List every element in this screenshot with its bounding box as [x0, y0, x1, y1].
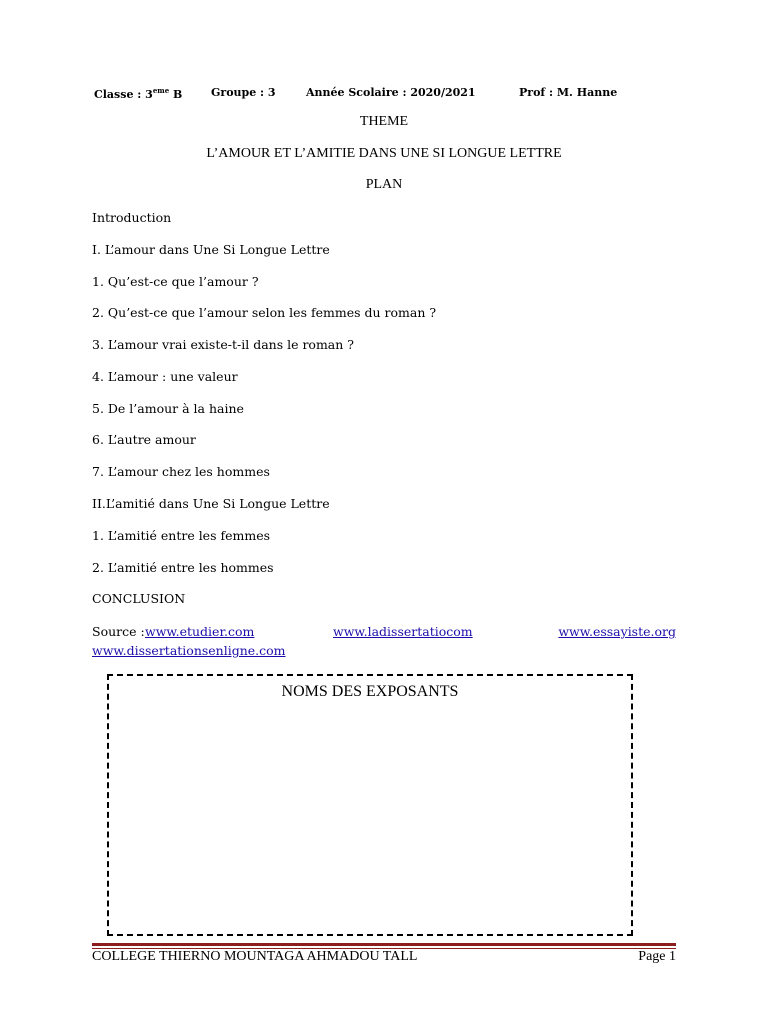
plan-item: 3. L’amour vrai existe-t-il dans le roman ?: [92, 337, 354, 352]
exposants-box: [107, 674, 633, 936]
classe-prefix: Classe : 3: [94, 88, 153, 101]
footer-page-number: Page 1: [638, 949, 676, 964]
plan-item-conclusion: CONCLUSION: [92, 591, 186, 606]
source-line-2: [92, 643, 286, 658]
classe-suffix: B: [169, 88, 183, 101]
exposants-title: NOMS DES EXPOSANTS: [281, 683, 459, 700]
source-label: Source :: [92, 624, 145, 639]
header-info: [94, 86, 674, 102]
footer-rule: [92, 943, 676, 946]
source-link-etudier[interactable]: www.etudier.com: [145, 624, 255, 639]
classe-superscript: eme: [152, 86, 170, 95]
plan-item: 4. L’amour : une valeur: [92, 369, 238, 384]
plan-item: 6. L’autre amour: [92, 432, 196, 447]
plan-label: PLAN: [365, 177, 403, 192]
annee-scolaire-label: Année Scolaire : 2020/2021: [306, 86, 476, 99]
source-link-dissertationsenligne[interactable]: www.dissertationsenligne.com: [92, 643, 286, 658]
groupe-label: Groupe : 3: [211, 86, 276, 99]
plan-item: 5. De l’amour à la haine: [92, 401, 244, 416]
plan-item: 1. Qu’est-ce que l’amour ?: [92, 274, 259, 289]
source-link-essayiste[interactable]: www.essayiste.org: [558, 624, 676, 639]
plan-item-part-1: I. L’amour dans Une Si Longue Lettre: [92, 242, 330, 257]
prof-label: Prof : M. Hanne: [519, 86, 618, 99]
plan-item: 7. L’amour chez les hommes: [92, 464, 270, 479]
classe-label: [94, 86, 182, 101]
plan-item: 2. Qu’est-ce que l’amour selon les femmes du roman ?: [92, 305, 437, 320]
plan-item-introduction: Introduction: [92, 210, 172, 225]
source-link-ladissertatio[interactable]: www.ladissertatiocom: [333, 624, 473, 639]
theme-title: L’AMOUR ET L’AMITIE DANS UNE SI LONGUE LETTRE: [206, 146, 562, 161]
plan-item: 1. L’amitié entre les femmes: [92, 528, 271, 543]
plan-item-part-2: II.L’amitié dans Une Si Longue Lettre: [92, 496, 330, 511]
footer-school-name: COLLEGE THIERNO MOUNTAGA AHMADOU TALL: [92, 949, 418, 964]
plan-item: 2. L’amitié entre les hommes: [92, 560, 274, 575]
theme-label: THEME: [359, 114, 409, 129]
